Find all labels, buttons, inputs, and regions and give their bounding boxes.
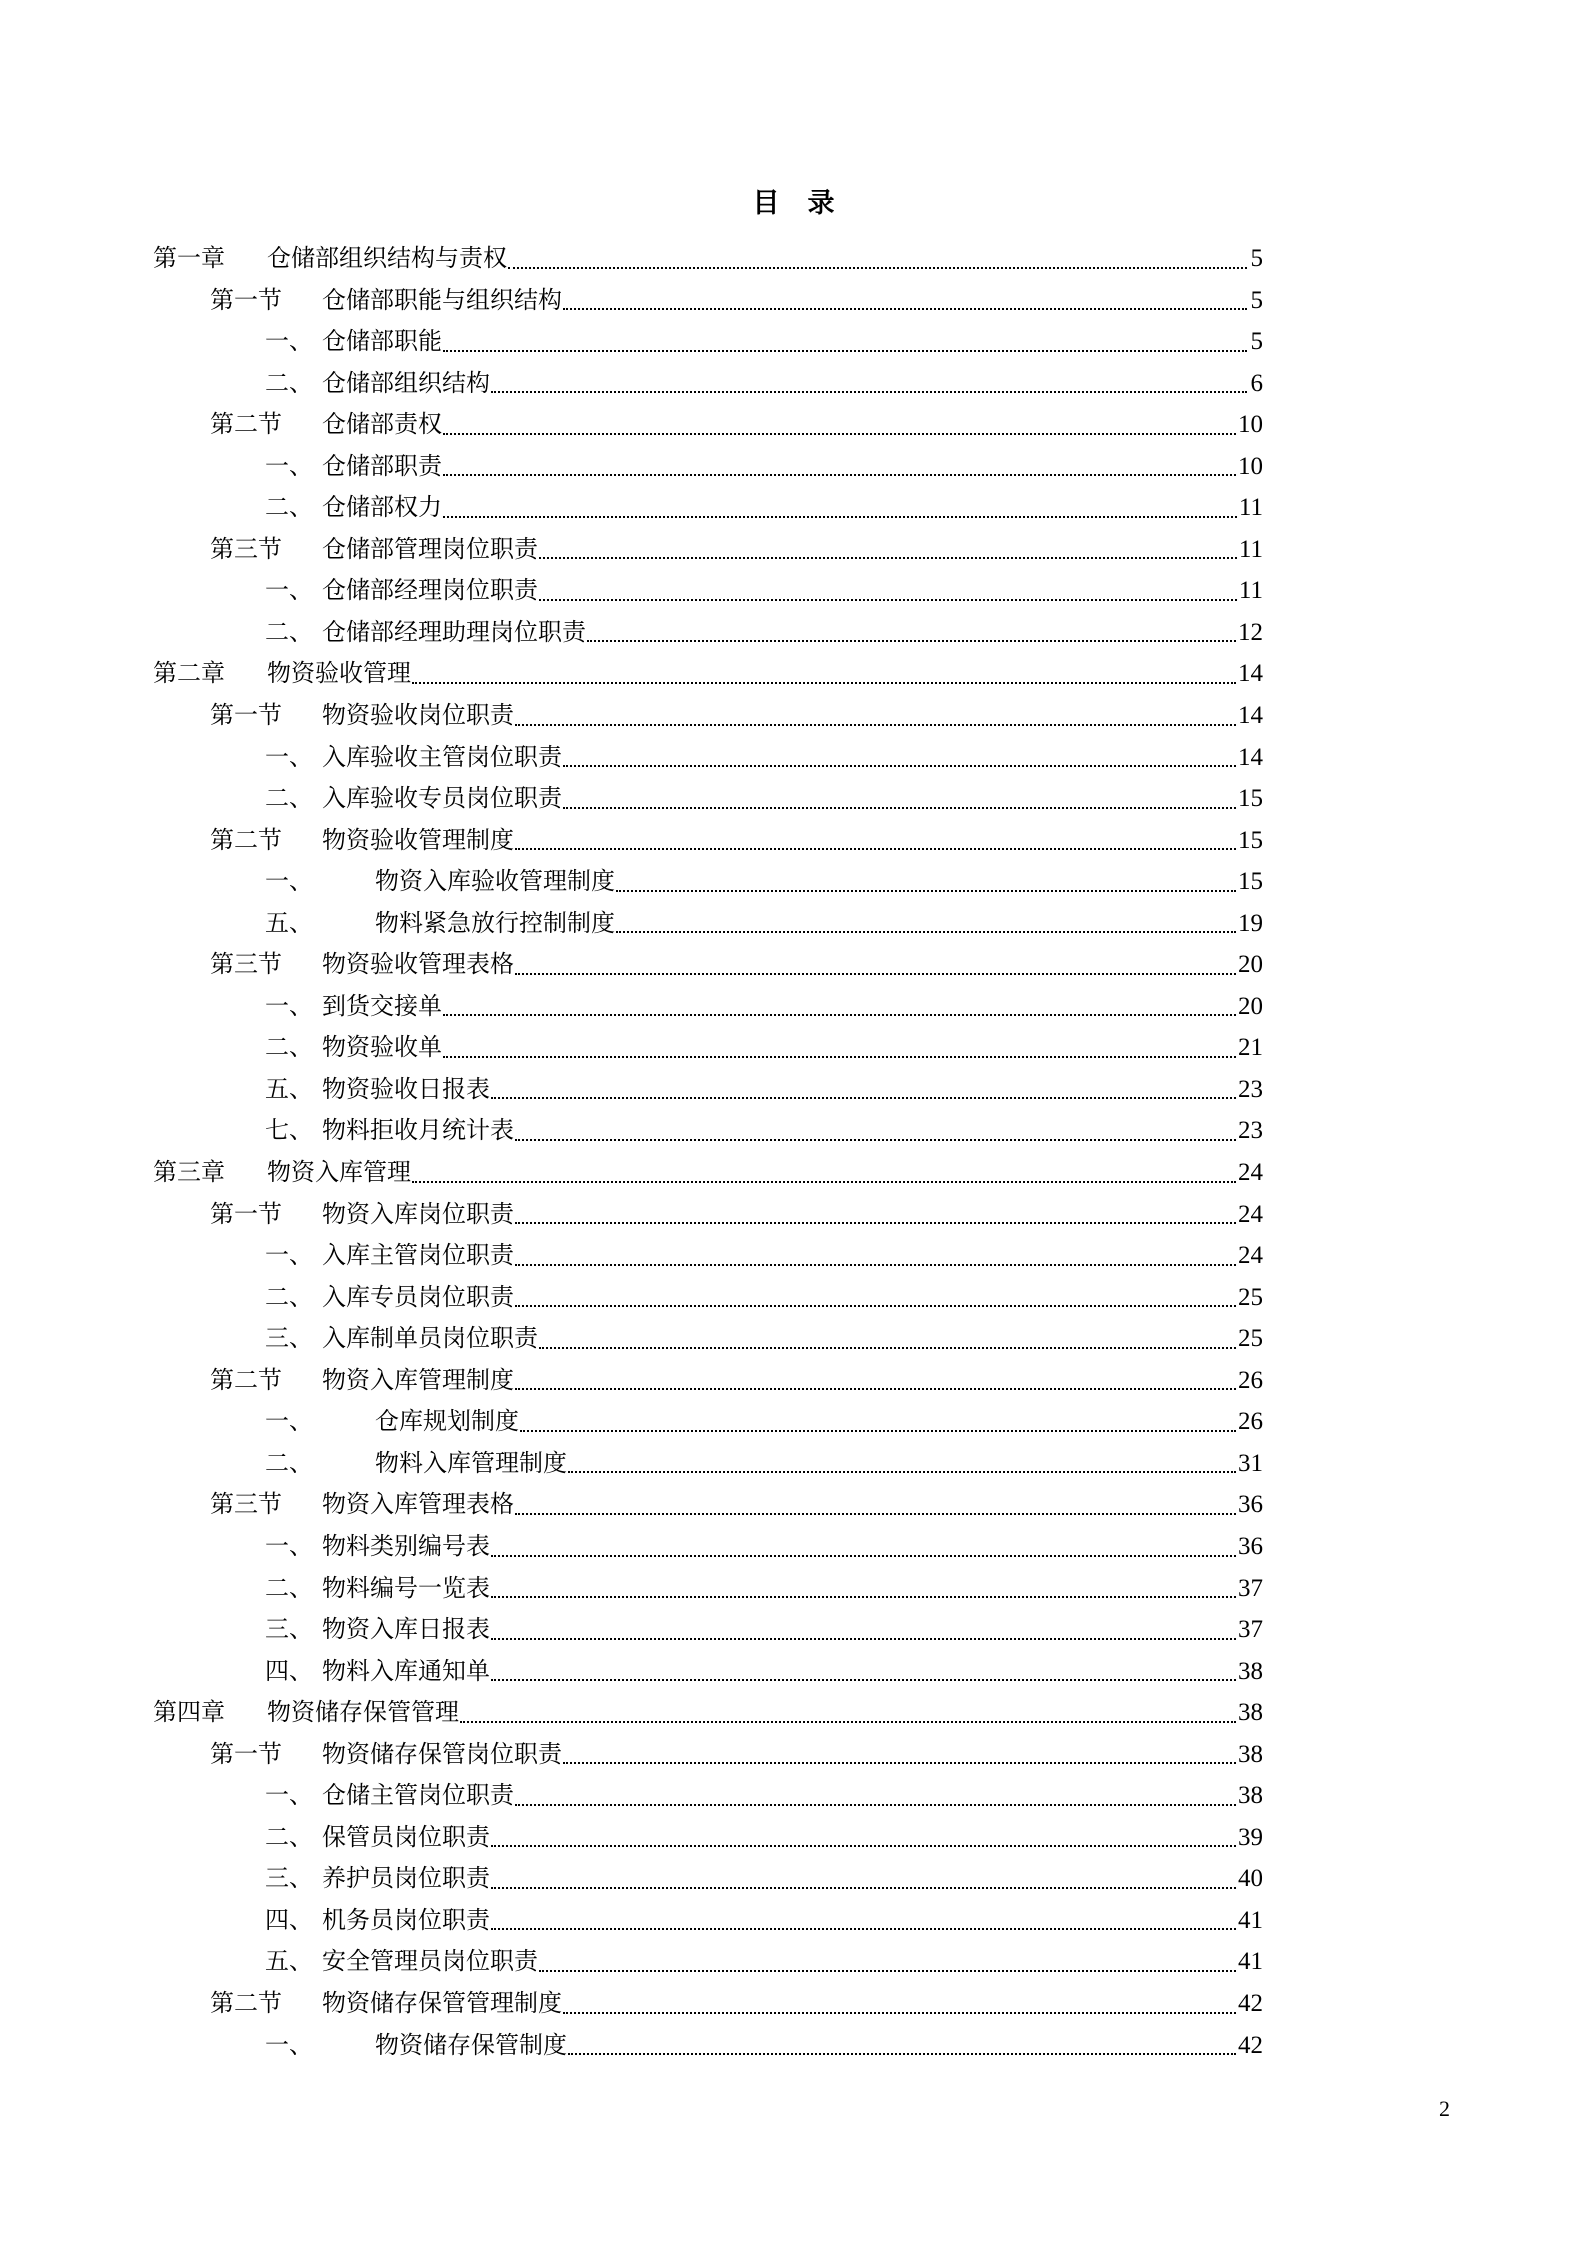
toc-entry-title: 物资验收管理制度 [322, 825, 514, 854]
dot-leader [539, 1318, 1236, 1360]
toc-title [0, 186, 1587, 222]
toc-entry-number: 第三节 [210, 534, 282, 563]
toc-entry[interactable] [153, 986, 1263, 1028]
toc-entry-page: 37 [1238, 1574, 1263, 1602]
dot-leader [412, 653, 1236, 695]
toc-entry-number: 四、 [265, 1905, 313, 1934]
toc-entry-number: 第三节 [210, 950, 282, 979]
toc-entry-number: 第一章 [153, 244, 225, 272]
toc-entry-page: 14 [1238, 743, 1263, 771]
toc-entry-number: 一、 [265, 327, 313, 356]
toc-entry-title: 物资验收管理 [267, 659, 411, 688]
toc-entry[interactable] [153, 1360, 1263, 1402]
toc-entry-page: 24 [1238, 1159, 1263, 1187]
toc-entry-page: 41 [1238, 1948, 1263, 1976]
toc-title-left: 目 [752, 188, 780, 219]
toc-entry-title: 物资储存保管管理制度 [322, 1988, 562, 2017]
dot-leader [443, 487, 1237, 529]
toc-entry[interactable] [153, 653, 1263, 695]
toc-entry-number: 一、 [265, 1407, 313, 1436]
toc-entry-number: 第二节 [210, 825, 282, 854]
page-number: 2 [1439, 2096, 1450, 2121]
toc-entry-title: 物资验收日报表 [322, 1074, 490, 1103]
toc-entry[interactable] [153, 570, 1263, 612]
toc-entry-title: 仓储部经理岗位职责 [322, 576, 538, 605]
toc-entry-page: 10 [1238, 411, 1263, 439]
toc-entry[interactable] [153, 321, 1263, 363]
dot-leader [515, 1360, 1236, 1402]
toc-entry-title: 入库制单员岗位职责 [322, 1324, 538, 1353]
toc-entry[interactable] [153, 404, 1263, 446]
toc-entry-number: 一、 [265, 867, 313, 896]
dot-leader [491, 1817, 1236, 1859]
dot-leader [491, 1568, 1236, 1610]
toc-entry-title: 仓储部职能 [322, 327, 442, 356]
dot-leader [568, 2025, 1236, 2067]
toc-entry-number: 二、 [265, 1573, 313, 1602]
toc-entry-page: 20 [1238, 951, 1263, 979]
toc-entry-number: 第二节 [210, 1988, 282, 2017]
dot-leader [515, 1235, 1236, 1277]
toc-entry-title: 入库专员岗位职责 [322, 1282, 514, 1311]
toc-entry-page: 38 [1238, 1699, 1263, 1727]
toc-entry[interactable] [153, 820, 1263, 862]
toc-entry[interactable] [153, 1941, 1263, 1983]
dot-leader [412, 1152, 1236, 1194]
toc-entry[interactable] [153, 1609, 1263, 1651]
toc-entry-number: 一、 [265, 742, 313, 771]
dot-leader [515, 1775, 1236, 1817]
toc-entry-page: 37 [1238, 1616, 1263, 1644]
toc-entry-number: 一、 [265, 1531, 313, 1560]
toc-entry-page: 11 [1238, 535, 1263, 563]
toc-entry-page: 11 [1238, 494, 1263, 522]
toc-entry-title: 物资储存保管管理 [267, 1698, 459, 1727]
toc-entry-title: 保管员岗位职责 [322, 1822, 490, 1851]
dot-leader [539, 1941, 1236, 1983]
toc-entry[interactable] [153, 1277, 1263, 1319]
toc-entry[interactable] [153, 695, 1263, 737]
dot-leader [491, 1069, 1236, 1111]
toc-entry[interactable] [153, 487, 1263, 529]
toc-entry[interactable] [153, 1651, 1263, 1693]
toc-entry-number: 二、 [265, 1822, 313, 1851]
toc-entry-number: 二、 [265, 1282, 313, 1311]
toc-entry-title: 仓储部职责 [322, 451, 442, 480]
table-of-contents [153, 238, 1263, 2066]
toc-entry-title: 物资储存保管制度 [375, 2030, 567, 2059]
dot-leader [563, 1983, 1236, 2025]
toc-entry-page: 24 [1238, 1242, 1263, 1270]
dot-leader [443, 1027, 1236, 1069]
toc-entry-page: 5 [1250, 245, 1263, 272]
dot-leader [491, 1526, 1236, 1568]
toc-entry-number: 二、 [265, 1033, 313, 1062]
toc-entry-number: 第三节 [210, 1490, 282, 1519]
dot-leader [515, 820, 1236, 862]
toc-entry[interactable] [153, 1734, 1263, 1776]
toc-entry[interactable] [153, 2025, 1263, 2067]
toc-entry-title: 仓储部责权 [322, 410, 442, 439]
toc-entry-number: 二、 [265, 493, 313, 522]
toc-entry-title: 仓库规划制度 [375, 1407, 519, 1436]
toc-entry-title: 到货交接单 [322, 991, 442, 1020]
toc-entry-number: 第一节 [210, 285, 282, 314]
toc-entry-page: 38 [1238, 1782, 1263, 1810]
toc-entry-page: 25 [1238, 1283, 1263, 1311]
dot-leader [515, 1194, 1236, 1236]
dot-leader [616, 861, 1236, 903]
toc-entry[interactable] [153, 1526, 1263, 1568]
dot-leader [568, 1443, 1236, 1485]
toc-entry-number: 第一节 [210, 1739, 282, 1768]
toc-entry[interactable] [153, 363, 1263, 405]
toc-entry-number: 二、 [265, 784, 313, 813]
toc-entry-title: 入库验收主管岗位职责 [322, 742, 562, 771]
toc-entry-title: 仓储部经理助理岗位职责 [322, 617, 586, 646]
toc-entry[interactable] [153, 446, 1263, 488]
toc-entry-number: 一、 [265, 1241, 313, 1270]
toc-entry-page: 5 [1250, 286, 1263, 314]
toc-entry-page: 42 [1238, 1989, 1263, 2017]
toc-entry-number: 一、 [265, 1781, 313, 1810]
toc-entry-title: 物资入库管理制度 [322, 1365, 514, 1394]
toc-entry-page: 14 [1238, 660, 1263, 688]
toc-entry-number: 第一节 [210, 701, 282, 730]
toc-entry-number: 五、 [265, 1074, 313, 1103]
toc-entry-title: 仓储部权力 [322, 493, 442, 522]
toc-entry-page: 38 [1238, 1740, 1263, 1768]
toc-entry-title: 物资验收管理表格 [322, 950, 514, 979]
toc-entry-number: 三、 [265, 1615, 313, 1644]
toc-entry-page: 15 [1238, 826, 1263, 854]
toc-entry-title: 仓储主管岗位职责 [322, 1781, 514, 1810]
dot-leader [520, 1401, 1236, 1443]
toc-entry[interactable] [153, 1775, 1263, 1817]
toc-entry-number: 一、 [265, 576, 313, 605]
toc-entry-number: 三、 [265, 1864, 313, 1893]
toc-entry-number: 二、 [265, 368, 313, 397]
toc-entry-title: 仓储部组织结构与责权 [267, 244, 507, 272]
toc-entry-page: 23 [1238, 1117, 1263, 1145]
dot-leader [515, 695, 1236, 737]
toc-entry-page: 36 [1238, 1491, 1263, 1519]
dot-leader [515, 1484, 1236, 1526]
toc-entry-title: 仓储部组织结构 [322, 368, 490, 397]
toc-entry-title: 物料入库管理制度 [375, 1448, 567, 1477]
dot-leader [491, 1900, 1236, 1942]
dot-leader [563, 737, 1236, 779]
toc-entry-number: 五、 [265, 908, 313, 937]
toc-entry-title: 物资验收岗位职责 [322, 701, 514, 730]
toc-entry[interactable] [153, 1568, 1263, 1610]
toc-entry-page: 21 [1238, 1034, 1263, 1062]
toc-entry-title: 物资入库日报表 [322, 1615, 490, 1644]
dot-leader [460, 1692, 1236, 1734]
dot-leader [515, 944, 1236, 986]
dot-leader [491, 1651, 1236, 1693]
dot-leader [443, 321, 1247, 363]
toc-entry-page: 10 [1238, 452, 1263, 480]
toc-entry-number: 第四章 [153, 1698, 225, 1727]
toc-entry-title: 物料拒收月统计表 [322, 1116, 514, 1145]
dot-leader [563, 280, 1247, 322]
toc-entry-page: 31 [1238, 1449, 1263, 1477]
toc-entry-number: 二、 [265, 617, 313, 646]
toc-entry-page: 15 [1238, 785, 1263, 813]
dot-leader [491, 363, 1247, 405]
toc-entry[interactable] [153, 903, 1263, 945]
dot-leader [539, 570, 1237, 612]
toc-entry-page: 36 [1238, 1532, 1263, 1560]
dot-leader [515, 1277, 1236, 1319]
toc-entry[interactable] [153, 944, 1263, 986]
toc-entry-number: 一、 [265, 2030, 313, 2059]
toc-entry-title: 仓储部职能与组织结构 [322, 285, 562, 314]
toc-entry-page: 24 [1238, 1200, 1263, 1228]
toc-entry[interactable] [153, 1152, 1263, 1194]
toc-entry-page: 26 [1238, 1408, 1263, 1436]
toc-entry-title: 物料类别编号表 [322, 1531, 490, 1560]
toc-entry-page: 26 [1238, 1366, 1263, 1394]
toc-entry-number: 第二节 [210, 410, 282, 439]
toc-entry-number: 四、 [265, 1656, 313, 1685]
toc-entry[interactable] [153, 1817, 1263, 1859]
toc-entry[interactable] [153, 1027, 1263, 1069]
toc-entry-title: 物资入库岗位职责 [322, 1199, 514, 1228]
dot-leader [563, 778, 1236, 820]
toc-entry-title: 物资储存保管岗位职责 [322, 1739, 562, 1768]
dot-leader [616, 903, 1236, 945]
toc-entry-title: 入库验收专员岗位职责 [322, 784, 562, 813]
toc-entry-number: 第二章 [153, 659, 225, 688]
toc-entry[interactable] [153, 1110, 1263, 1152]
toc-entry-page: 42 [1238, 2031, 1263, 2059]
toc-entry-page: 19 [1238, 909, 1263, 937]
toc-entry[interactable] [153, 529, 1263, 571]
toc-entry[interactable] [153, 1401, 1263, 1443]
toc-entry-number: 五、 [265, 1947, 313, 1976]
toc-entry-title: 安全管理员岗位职责 [322, 1947, 538, 1976]
toc-entry-title: 物料编号一览表 [322, 1573, 490, 1602]
toc-entry-page: 41 [1238, 1906, 1263, 1934]
toc-entry[interactable] [153, 1692, 1263, 1734]
dot-leader [443, 446, 1236, 488]
toc-entry-title: 机务员岗位职责 [322, 1905, 490, 1934]
toc-entry-page: 15 [1238, 868, 1263, 896]
toc-entry-title: 物料紧急放行控制制度 [375, 908, 615, 937]
toc-entry[interactable] [153, 1235, 1263, 1277]
toc-entry[interactable] [153, 1443, 1263, 1485]
toc-entry-page: 5 [1250, 328, 1263, 356]
toc-entry-title: 物料入库通知单 [322, 1656, 490, 1685]
toc-entry[interactable] [153, 612, 1263, 654]
dot-leader [443, 986, 1236, 1028]
toc-entry-title: 物资入库管理 [267, 1158, 411, 1187]
toc-entry-number: 三、 [265, 1324, 313, 1353]
toc-entry-number: 第二节 [210, 1365, 282, 1394]
toc-entry-number: 第三章 [153, 1158, 225, 1187]
dot-leader [515, 1110, 1236, 1152]
toc-entry-page: 14 [1238, 702, 1263, 730]
toc-entry-page: 39 [1238, 1823, 1263, 1851]
toc-entry[interactable] [153, 778, 1263, 820]
toc-entry[interactable] [153, 1484, 1263, 1526]
toc-entry-page: 11 [1238, 577, 1263, 605]
toc-entry-page: 12 [1238, 618, 1263, 646]
toc-entry[interactable] [153, 861, 1263, 903]
toc-entry[interactable] [153, 1318, 1263, 1360]
toc-entry-number: 一、 [265, 991, 313, 1020]
dot-leader [563, 1734, 1236, 1776]
dot-leader [539, 529, 1237, 571]
toc-entry[interactable] [153, 1858, 1263, 1900]
toc-entry[interactable] [153, 1069, 1263, 1111]
dot-leader [443, 404, 1236, 446]
toc-entry-page: 40 [1238, 1865, 1263, 1893]
toc-entry-title: 入库主管岗位职责 [322, 1241, 514, 1270]
toc-entry-number: 第一节 [210, 1199, 282, 1228]
toc-entry[interactable] [153, 1194, 1263, 1236]
toc-entry-number: 一、 [265, 451, 313, 480]
toc-entry-page: 23 [1238, 1075, 1263, 1103]
toc-entry-page: 6 [1250, 369, 1263, 397]
toc-entry-page: 25 [1238, 1325, 1263, 1353]
toc-entry-page: 20 [1238, 992, 1263, 1020]
dot-leader [491, 1609, 1236, 1651]
dot-leader [587, 612, 1236, 654]
toc-entry[interactable] [153, 737, 1263, 779]
toc-entry-title: 养护员岗位职责 [322, 1864, 490, 1893]
toc-entry[interactable] [153, 280, 1263, 322]
toc-entry-number: 七、 [265, 1116, 313, 1145]
toc-title-right: 录 [807, 188, 835, 219]
toc-entry[interactable] [153, 1983, 1263, 2025]
toc-entry-title: 物资入库管理表格 [322, 1490, 514, 1519]
dot-leader [508, 238, 1247, 280]
toc-entry-number: 二、 [265, 1448, 313, 1477]
toc-entry[interactable] [153, 1900, 1263, 1942]
toc-entry-page: 38 [1238, 1657, 1263, 1685]
dot-leader [491, 1858, 1236, 1900]
toc-entry-title: 仓储部管理岗位职责 [322, 534, 538, 563]
toc-entry[interactable] [153, 238, 1263, 280]
toc-entry-title: 物资入库验收管理制度 [375, 867, 615, 896]
toc-entry-title: 物资验收单 [322, 1033, 442, 1062]
